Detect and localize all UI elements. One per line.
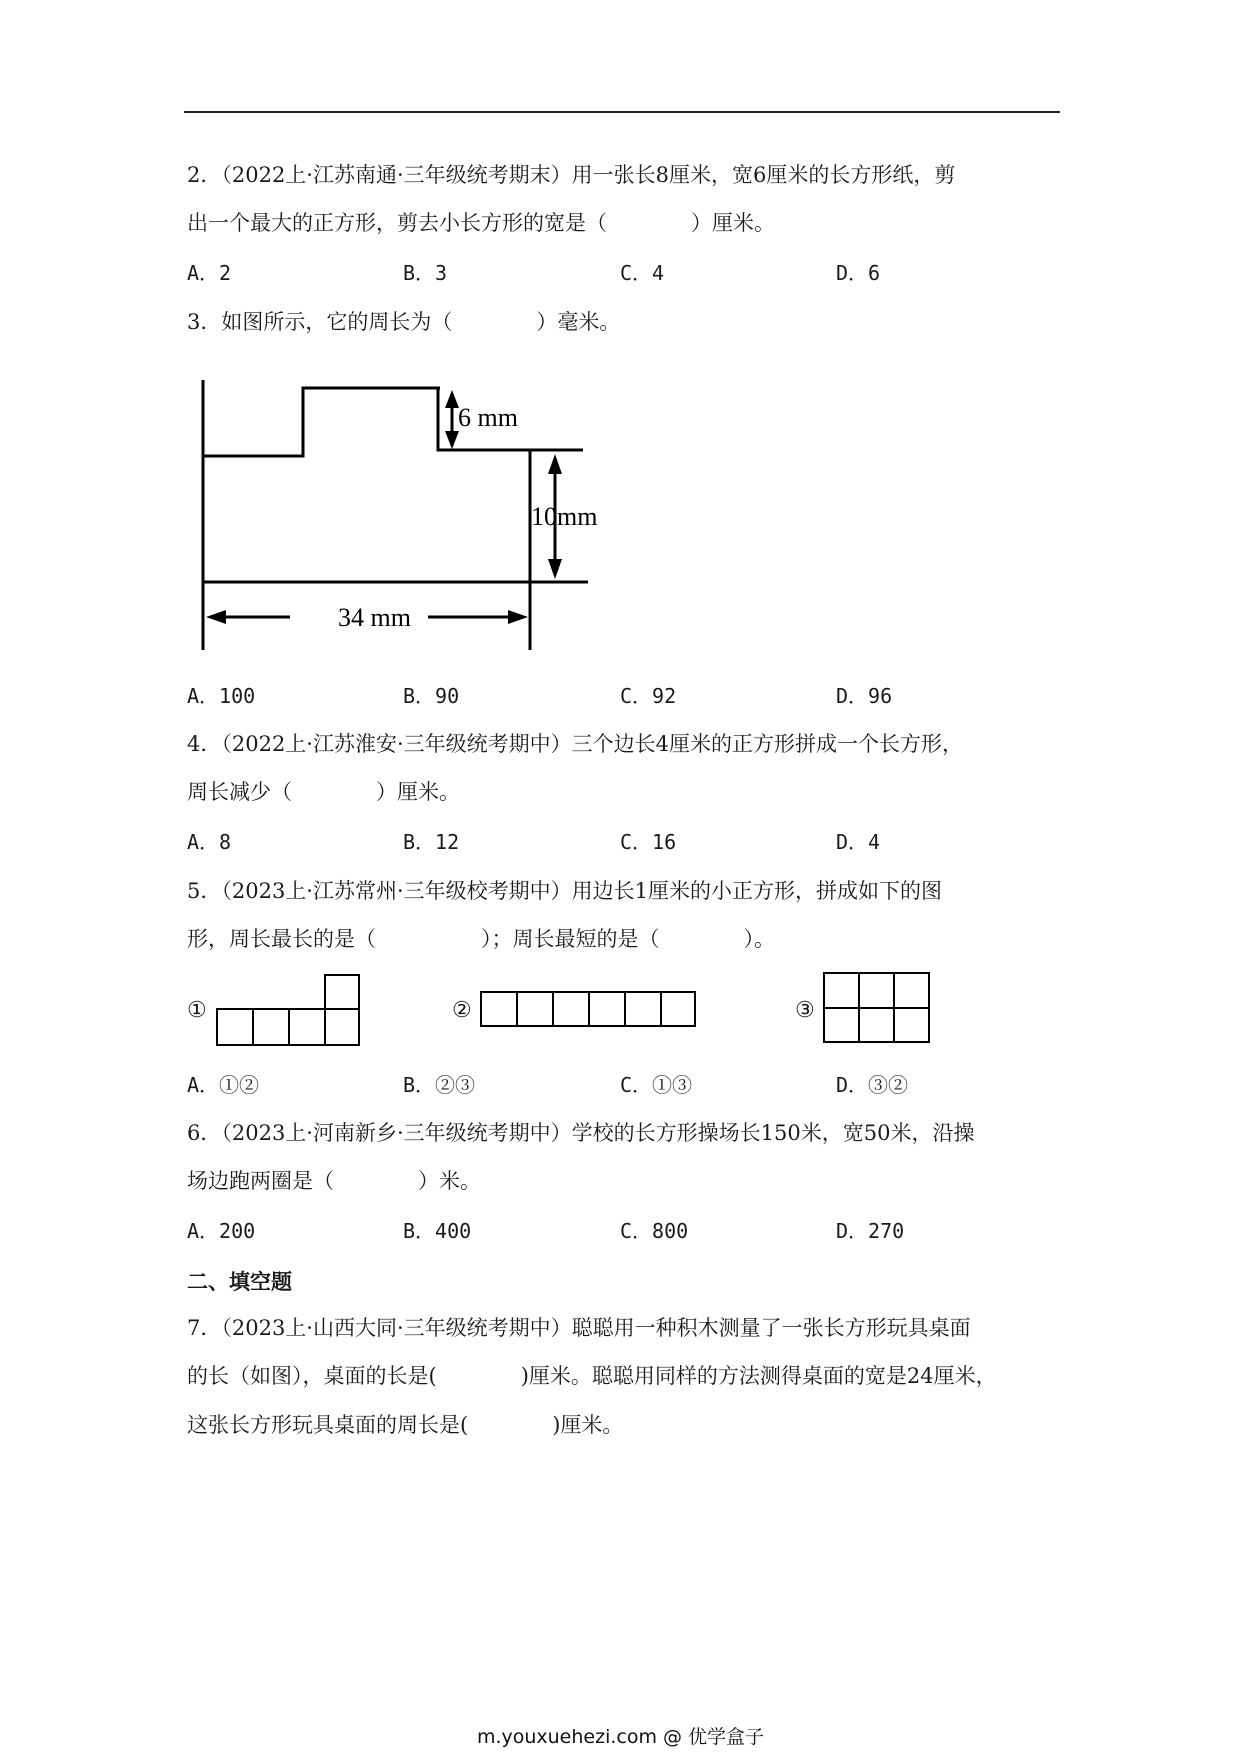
- q3-label-top: 6 mm: [458, 403, 518, 432]
- q2-option-d: D．6: [836, 261, 881, 285]
- q5-line2: 形，周长最长的是（ ）；周长最短的是（ ）。: [187, 927, 775, 951]
- q5-option-b: B．②③: [403, 1073, 476, 1097]
- q6-option-d: D．270: [836, 1219, 905, 1243]
- q3-figure: [190, 370, 610, 660]
- q5-shape3-label: ③: [795, 998, 815, 1023]
- header-rule: [184, 111, 1060, 113]
- q7-line1: 7．（2023上·山西大同·三年级统考期中）聪聪用一种积木测量了一张长方形玩具桌面: [187, 1316, 971, 1340]
- q2-option-c: C．4: [620, 261, 665, 285]
- q5-shape3: [822, 971, 932, 1045]
- q5-option-c: C．①③: [620, 1073, 693, 1097]
- q4-line2: 周长减少（ ）厘米。: [187, 780, 460, 804]
- section-heading: 二、填空题: [187, 1270, 292, 1294]
- q5-shape1-label: ①: [187, 998, 207, 1023]
- q6-line1: 6．（2023上·河南新乡·三年级统考期中）学校的长方形操场长150米，宽50米，沿操: [187, 1121, 975, 1145]
- q3-option-a: A．100: [187, 684, 256, 708]
- q3-option-c: C．92: [620, 684, 677, 708]
- q5-shape2: [479, 990, 697, 1030]
- q6-option-a: A．200: [187, 1219, 256, 1243]
- q3-option-b: B．90: [403, 684, 460, 708]
- q6-option-b: B．400: [403, 1219, 472, 1243]
- q2-line2: 出一个最大的正方形，剪去小长方形的宽是（ ）厘米。: [187, 211, 775, 235]
- q5-option-a: A．①②: [187, 1073, 260, 1097]
- q6-option-c: C．800: [620, 1219, 689, 1243]
- q3-label-bottom: 34 mm: [338, 603, 411, 632]
- q5-shape2-label: ②: [452, 998, 472, 1023]
- q4-option-d: D．4: [836, 830, 881, 854]
- q2-option-a: A．2: [187, 261, 232, 285]
- q3-line1: 3．如图所示，它的周长为（ ）毫米。: [187, 310, 621, 334]
- q3-label-right: 10mm: [531, 502, 598, 531]
- q4-line1: 4．（2022上·江苏淮安·三年级统考期中）三个边长4厘米的正方形拼成一个长方形，: [187, 732, 964, 756]
- footer-watermark[interactable]: m.youxuehezi.com @ 优学盒子: [476, 1726, 765, 1748]
- q4-option-a: A．8: [187, 830, 232, 854]
- q6-line2: 场边跑两圈是（ ）米。: [187, 1169, 481, 1193]
- q2-option-b: B．3: [403, 261, 448, 285]
- q2-line1: 2．（2022上·江苏南通·三年级统考期末）用一张长8厘米，宽6厘米的长方形纸，剪: [187, 163, 956, 187]
- q4-option-b: B．12: [403, 830, 460, 854]
- q4-option-c: C．16: [620, 830, 677, 854]
- q5-line1: 5．（2023上·江苏常州·三年级校考期中）用边长1厘米的小正方形，拼成如下的图: [187, 879, 943, 903]
- q5-option-d: D．③②: [836, 1073, 909, 1097]
- q7-line3: 这张长方形玩具桌面的周长是( )厘米。: [187, 1413, 624, 1437]
- q7-line2: 的长（如图），桌面的长是( )厘米。聪聪用同样的方法测得桌面的宽是24厘米，: [187, 1364, 997, 1388]
- q3-option-d: D．96: [836, 684, 893, 708]
- q5-shape1: [215, 973, 361, 1049]
